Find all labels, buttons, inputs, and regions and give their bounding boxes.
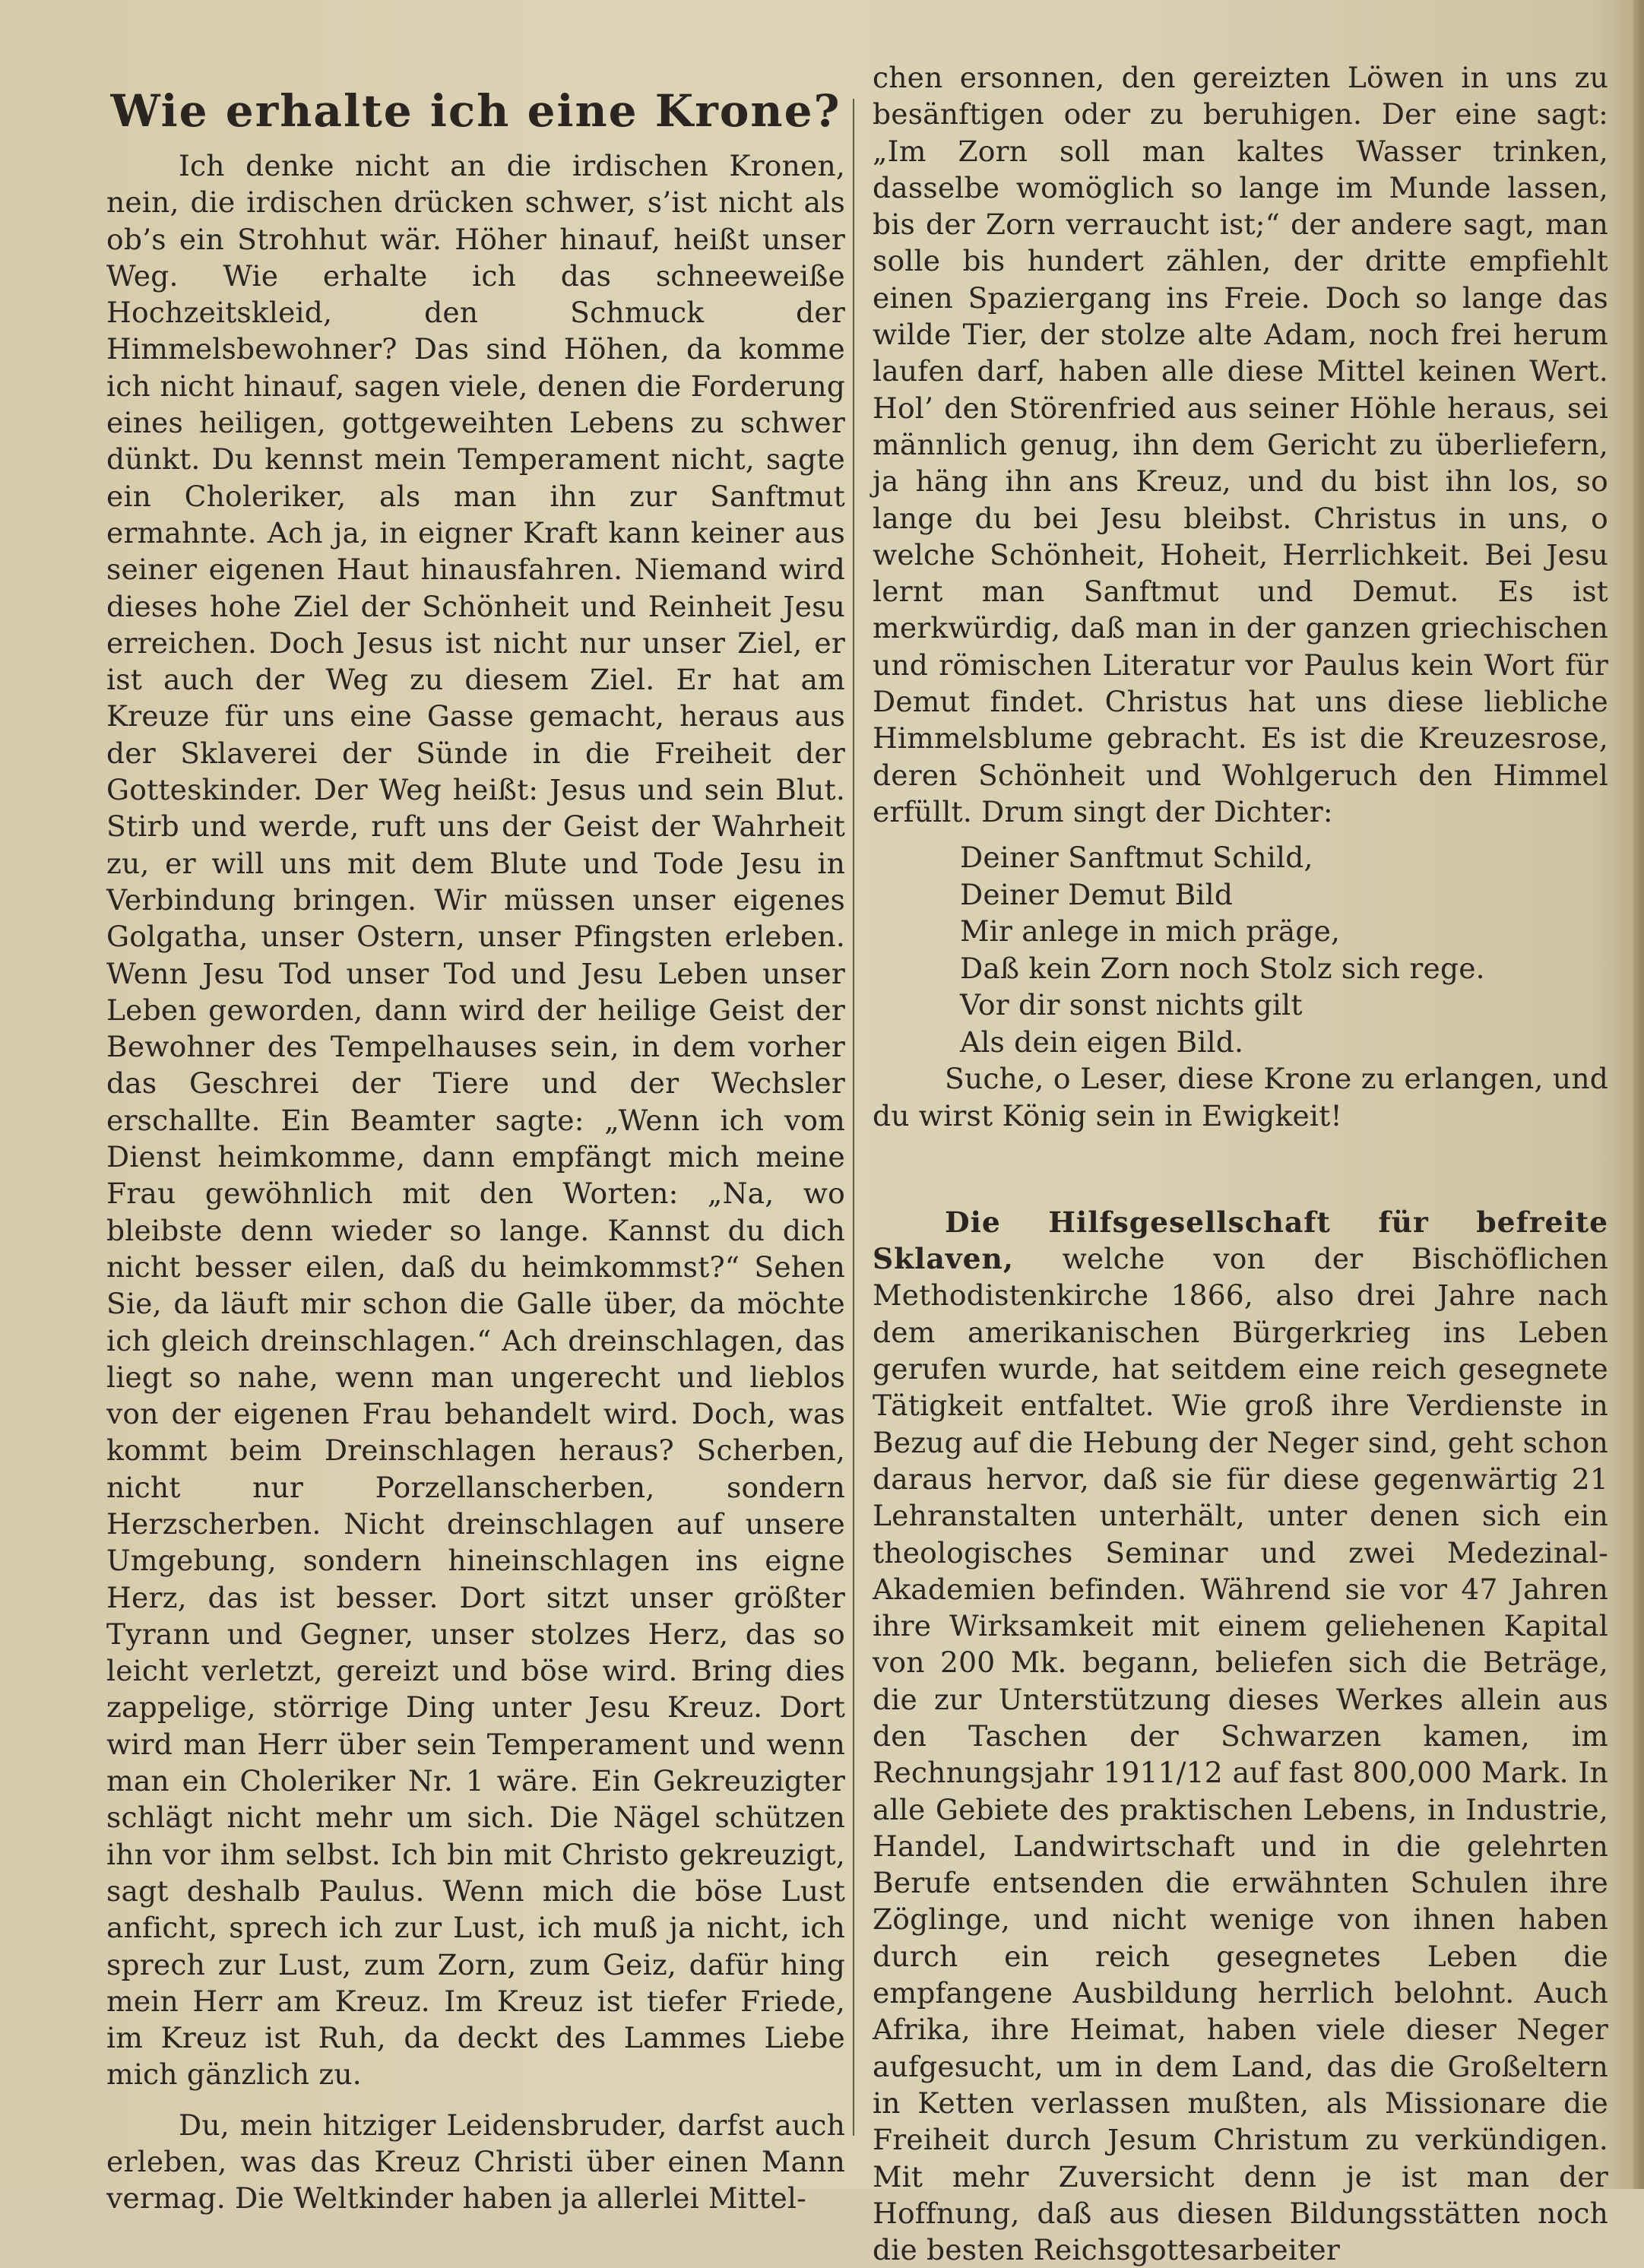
closing-paragraph: Suche, o Leser, diese Krone zu erlangen, und du wirst König sein in Ewigkeit!: [873, 1062, 1608, 1132]
column-divider: [853, 99, 854, 2136]
verse-line: Als dein eigen Bild.: [960, 1025, 1244, 1059]
page-edge: [1633, 0, 1644, 2189]
verse-line: Vor dir sonst nichts gilt: [960, 988, 1303, 1022]
right-column: [873, 59, 1608, 2267]
second-article-text: welche von der Bischöflichen Methodistenkirche 1866, also drei Jahre nach dem amerikanischen Bürgerkrieg ins Leben gerufen wurde, hat seitdem eine reich gesegnete Tätigkeit entfaltet. Wie groß ihre Verdienste in Bezug auf die Hebung der Neger sind, geht schon daraus hervor, daß sie für diese gegenwärtig 21 Lehranstalten unterhält, unter denen sich ein theologisches Seminar und zwei Medezinal-Akademien befinden. Während sie vor 47 Jahren ihre Wirksamkeit mit einem geliehenen Kapital von 200 Mk. begann, beliefen sich die Beträge, die zur Unterstützung dieses Werkes allein aus den Taschen der Schwarzen kamen, im Rechnungsjahr 1911/12 auf fast 800,000 Mark. In alle Gebiete des praktischen Lebens, in Industrie, Handel, Landwirtschaft und in die gelehrten Berufe entsenden die erwähnten Schulen ihre Zöglinge, und nicht wenige von ihnen haben durch ein reich gesegnetes Leben die empfangene Ausbildung herrlich belohnt. Auch Afrika, ihre Heimat, haben viele dieser Neger aufgesucht, um in dem Land, das die Großeltern in Ketten verlassen mußten, als Missionare die Freiheit durch Jesum Christum zu verkündigen. Mit mehr Zuversicht denn je ist man der Hoffnung, daß aus diesen Bildungsstätten noch die besten Reichsgottesarbeiter: [873, 1242, 1608, 2267]
section-spacer: [873, 1134, 1608, 1204]
article-paragraph: Ich denke nicht an die irdischen Kronen, nein, die irdischen drücken schwer, s’ist nicht als ob’s ein Strohhut wär. Höher hinauf, heißt unser Weg. Wie erhalte ich das schneeweiße Hochzeitskleid, den Schmuck der Himmelsbewohner? Das sind Höhen, da komme ich nicht hinauf, sagen viele, denen die Forderung eines heiligen, gottgeweihten Lebens zu schwer dünkt. Du kennst mein Temperament nicht, sagte ein Choleriker, als man ihn zur Sanftmut ermahnte. Ach ja, in eigner Kraft kann keiner aus seiner eigenen Haut hinausfahren. Niemand wird dieses hohe Ziel der Schönheit und Reinheit Jesu erreichen. Doch Jesus ist nicht nur unser Ziel, er ist auch der Weg zu diesem Ziel. Er hat am Kreuze für uns eine Gasse gemacht, heraus aus der Sklaverei der Sünde in die Freiheit der Gotteskinder. Der Weg heißt: Jesus und sein Blut. Stirb und werde, ruft uns der Geist der Wahrheit zu, er will uns mit dem Blute und Tode Jesu in Verbindung bringen. Wir müssen unser eigenes Golgatha, unser Ostern, unser Pfingsten erleben. Wenn Jesu Tod unser Tod und Jesu Leben unser Leben geworden, dann wird der heilige Geist der Bewohner des Tempelhauses sein, in dem vorher das Geschrei der Tiere und der Wechsler erschallte. Ein Beamter sagte: „Wenn ich vom Dienst heimkomme, dann empfängt mich meine Frau gewöhnlich mit den Worten: „Na, wo bleibste denn wieder so lange. Kannst du dich nicht besser eilen, daß du heimkommst?“ Sehen Sie, da läuft mir schon die Galle über, da möchte ich gleich dreinschlagen.“ Ach dreinschlagen, das liegt so nahe, wenn man ungerecht und lieblos von der eigenen Frau behandelt wird. Doch, was kommt beim Dreinschlagen heraus? Scherben, nicht nur Porzellanscherben, sondern Herzscherben. Nicht dreinschlagen auf unsere Umgebung, sondern hineinschlagen ins eigne Herz, das ist besser. Dort sitzt unser größter Tyrann und Gegner, unser stolzes Herz, das so leicht verletzt, gereizt und böse wird. Bring dies zappelige, störrige Ding unter Jesu Kreuz. Dort wird man Herr über sein Temperament und wenn man ein Choleriker Nr. 1 wäre. Ein Gekreuzigter schlägt nicht mehr um sich. Die Nägel schützen ihn vor ihm selbst. Ich bin mit Christo gekreuzigt, sagt deshalb Paulus. Wenn mich die böse Lust anficht, sprech ich zur Lust, ich muß ja nicht, ich sprech zur Lust, zum Zorn, zum Geiz, dafür hing mein Herr am Kreuz. Im Kreuz ist tiefer Friede, im Kreuz ist Ruh, da deckt des Lammes Liebe mich gänzlich zu.: [106, 149, 845, 2092]
verse-line: Deiner Sanftmut Schild,: [960, 841, 1313, 875]
verse-line: Daß kein Zorn noch Stolz sich rege.: [960, 951, 1485, 985]
verse-line: Mir anlege in mich präge,: [960, 914, 1341, 949]
poem-verse: [873, 839, 1608, 1060]
article-paragraph: Du, mein hitziger Leidensbruder, darfst auch erleben, was das Kreuz Christi über einen Mann vermag. Die Weltkinder haben ja allerlei Mittel-: [106, 2108, 845, 2216]
verse-line: Deiner Demut Bild: [960, 877, 1234, 911]
second-article-paragraph: [873, 1204, 1608, 2268]
second-article-lead: Die Hilfsgesellschaft für befreite Sklaven,: [873, 1205, 1608, 1276]
left-column: [106, 85, 845, 2216]
article-title: Wie erhalte ich eine Krone?: [110, 85, 841, 137]
article-paragraph-continued: chen ersonnen, den gereizten Löwen in uns zu besänftigen oder zu beruhigen. Der eine sagt: „Im Zorn soll man kaltes Wasser trinken, dasselbe womöglich so lange im Munde lassen, bis der Zorn verraucht ist;“ der andere sagt, man solle bis hundert zählen, der dritte empfiehlt einen Spaziergang ins Freie. Doch so lange das wilde Tier, der stolze alte Adam, noch frei herum laufen darf, haben alle diese Mittel keinen Wert. Hol’ den Störenfried aus seiner Höhle heraus, sei männlich genug, ihn dem Gericht zu überliefern, ja häng ihn ans Kreuz, und du bist ihn los, so lange du bei Jesu bleibst. Christus in uns, o welche Schönheit, Hoheit, Herrlichkeit. Bei Jesu lernt man Sanftmut und Demut. Es ist merkwürdig, daß man in der ganzen griechischen und römischen Literatur vor Paulus kein Wort für Demut findet. Christus hat uns diese liebliche Himmelsblume gebracht. Es ist die Kreuzesrose, deren Schönheit und Wohlgeruch den Himmel erfüllt. Drum singt der Dichter:: [873, 61, 1608, 828]
